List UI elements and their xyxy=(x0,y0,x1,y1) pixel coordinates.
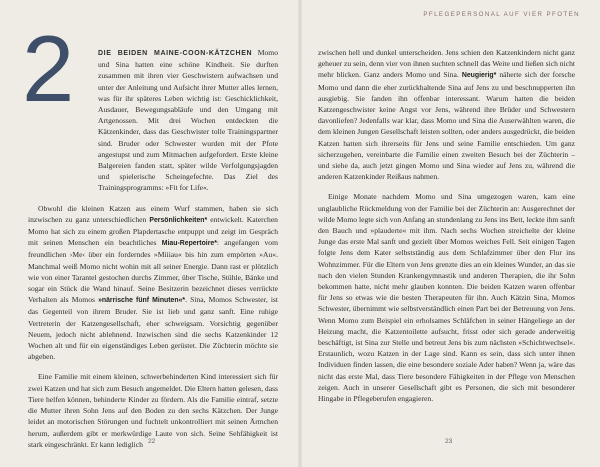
chapter-lead-in: DIE BEIDEN MAINE-COON-KÄTZCHEN xyxy=(98,50,253,57)
running-head: PFLEGEPERSONAL AUF VIER PFOTEN xyxy=(423,11,580,18)
keyword-miau-repertoire: Miau-Repertoire* xyxy=(161,240,217,248)
right-page xyxy=(300,0,600,467)
opening-paragraph: DIE BEIDEN MAINE-COON-KÄTZCHEN Momo und Sina hatten eine schöne Kindheit. Sie durften zusammen mit ihren vier Geschwistern aufwachsen und unter der Anleitung und Aufsicht ihrer Mutter alles lernen, was für ihr späteres Leben wichtig ist: Geschicklichkeit, Ausdauer, Bewegungsabläufe und den Umgang mit Artgenossen. Mit drei Wochen entdeckten die Kätzenkinder, dass das Geschwister tolle Trainingspartner sind. Bruder oder Schwester wurden mit der Pfote angestupst und zum Mitmachen aufgefordert. Erste kleine Balgereien fanden statt, später wilde Verfolgungsjagden und spielerische Scheingefechte. Das Ziel des Trainingsprogramms: »Fit for Life«. xyxy=(98,48,278,193)
keyword-persoenlichkeiten: Persönlichkeiten* xyxy=(149,216,208,224)
chapter-number: 2 xyxy=(22,16,75,121)
left-body-text xyxy=(28,47,278,450)
paragraph-personalities: Obwohl die kleinen Katzen aus einem Wurf stammen, haben sie sich inzwischen zu ganz unterschiedlichen Persönlichkeiten* entwickelt. Katerchen Momo hat sich zu einem großen Plapdertasche entpuppt und zeigt im Gespräch mit seinen Menschen ein beachtliches Miau-Repertoire*: angefangen vom freundlichen ›Me‹ über ein forderndes »Miiiau« bis hin zum empörten »Au«. Manchmal weiß Momo nicht wohin mit all seiner Energie. Dann rast er plötzlich wie von einer Tarantel gestochen durchs Zimmer, über Tische, Stühle, Bänke und sogar ein Stück die Wand hinauf. Seine Besitzerin bezeichnet dieses verrückte Verhalten als Momos »närrische fünf Minuten«*. Sina, Momos Schwester, ist das Gegenteil von ihrem Bruder. Sie ist lieb und ganz sanft. Eine ruhige Vertreterin der Katzengesellschaft, eher schweigsam. Vorsichtig gegenüber Neuem, jedoch nicht ablehnend. Inzwischen sind die sechs Katzenkinder 12 Wochen alt und für ein eigenständiges Leben gerüstet. Die Züchterin möchte sie abgeben. xyxy=(28,203,278,362)
keyword-naerrische-fuenf-minuten: »närrische fünf Minuten«* xyxy=(98,297,186,305)
paragraph-continuation: zwischen hell und dunkel unterscheiden. Jens schien den Katzenkindern nicht ganz geheuer zu sein, denn vier von ihnen suchten schnell das Weite und ließen sich nicht mehr blicken. Ganz anders Momo und Sina. Neugierig* näherte sich der forsche Momo und dann die eher zurückhaltende Sina auf Jens zu und beschnupperten ihn ausgiebig. Sie fanden ihn offenbar interessant. Warum hatten die beiden Katzengeschwister keine Angst vor Jens, während ihre Brüder und Schwestern davonliefen? Jedenfalls war klar, dass Momo und Sina die Auserwählten waren, die dem kleinen Jungen Gesellschaft leisten sollten, oder anders ausgedrückt, die beiden Katzen hatten sich ihrerseits für Jens und seine Familie entschieden. Um ganz sicherzugehen, vereinbarte die Familie einen zweiten Besuch bei der Züchterin – und siehe da, auch jetzt gingen Momo und Sina wieder auf Jens zu, während die anderen Katzenkinder Reißaus nahmen. xyxy=(318,48,575,182)
paragraph-months-later: Einige Monate nachdem Momo und Sina umgezogen waren, kam eine unglaubliche Rückmeldung von der Familie bei der Züchterin an: Ausgerechnet der wilde Momo legte sich von Anfang an stundenlang zu Jens ins Bett, leckte ihm sanft den Bauch und »plauderte« mit ihm. Nach sechs Wochen streichelte der kleine Junge das erste Mal sanft und gezielt über Momos weiches Fell. Seit einigen Tagen folgte Jens dem Kater selbstständig aus dem Schlafzimmer über den Flur ins Wohnzimmer. Für die Eltern von Jens grenzte dies an ein kleines Wunder, an das sie nach den vielen Stunden Krankengymnastik und anderen Therapien, die ihr Sohn bekommen hatte, nicht mehr glauben konnten. Die beiden Katzen waren offenbar für Jens so etwas wie die besten Therapeuten für ihn. Auch Kätzin Sina, Momos Schwester, übernimmt wie selbstverständlich einen Part bei der Betreuung von Jens. Wenn Momo zum Beispiel ein erholsames Schläfchen in seiner Hängeliege an der Heizung macht, die Katzentoilette aufsucht, frisst oder sich gerade anderweitig beschäftigt, ist Sina zur Stelle und betreut Jens bis zum nächsten »Schichtwechsel«. Erstaunlich, wozu Katzen in der Lage sind. Kann es sein, dass sich unter ihnen Individuen finden lassen, die eine besondere soziale Ader haben? Wenn ja, wäre das nicht das erste Mal, dass Tiere besondere Fähigkeiten in der Pflege von Menschen zeigen. Auch in unserer Gesellschaft gibt es Personen, die sich mit besonderer Hingabe in Pflegeberufen engagieren. xyxy=(318,192,575,404)
right-body-text xyxy=(318,47,575,404)
keyword-neugierig: Neugierig* xyxy=(461,72,497,80)
page-number-right: 23 xyxy=(445,438,453,445)
page-number-left: 22 xyxy=(148,438,156,445)
paragraph-family-visit: Eine Familie mit einem kleinen, schwerbehinderten Kind interessiert sich für zwei Katzen und hat sich zum Besuch angemeldet. Die Eltern hatten gelesen, dass Tiere helfen können, behinderte Kinder zu fördern. Als die Familie eintraf, setzte die Mutter ihren Sohn Jens auf den Boden zu den sechs Kätzchen. Der Junge leidet an motorischen Störungen und fuchtelt unkontrolliert mit seinen Ärmchen herum, außerdem gibt er merkwürdige Laute von sich. Seine Sehfähigkeit ist stark eingeschränkt. Er kann lediglich xyxy=(28,372,278,449)
